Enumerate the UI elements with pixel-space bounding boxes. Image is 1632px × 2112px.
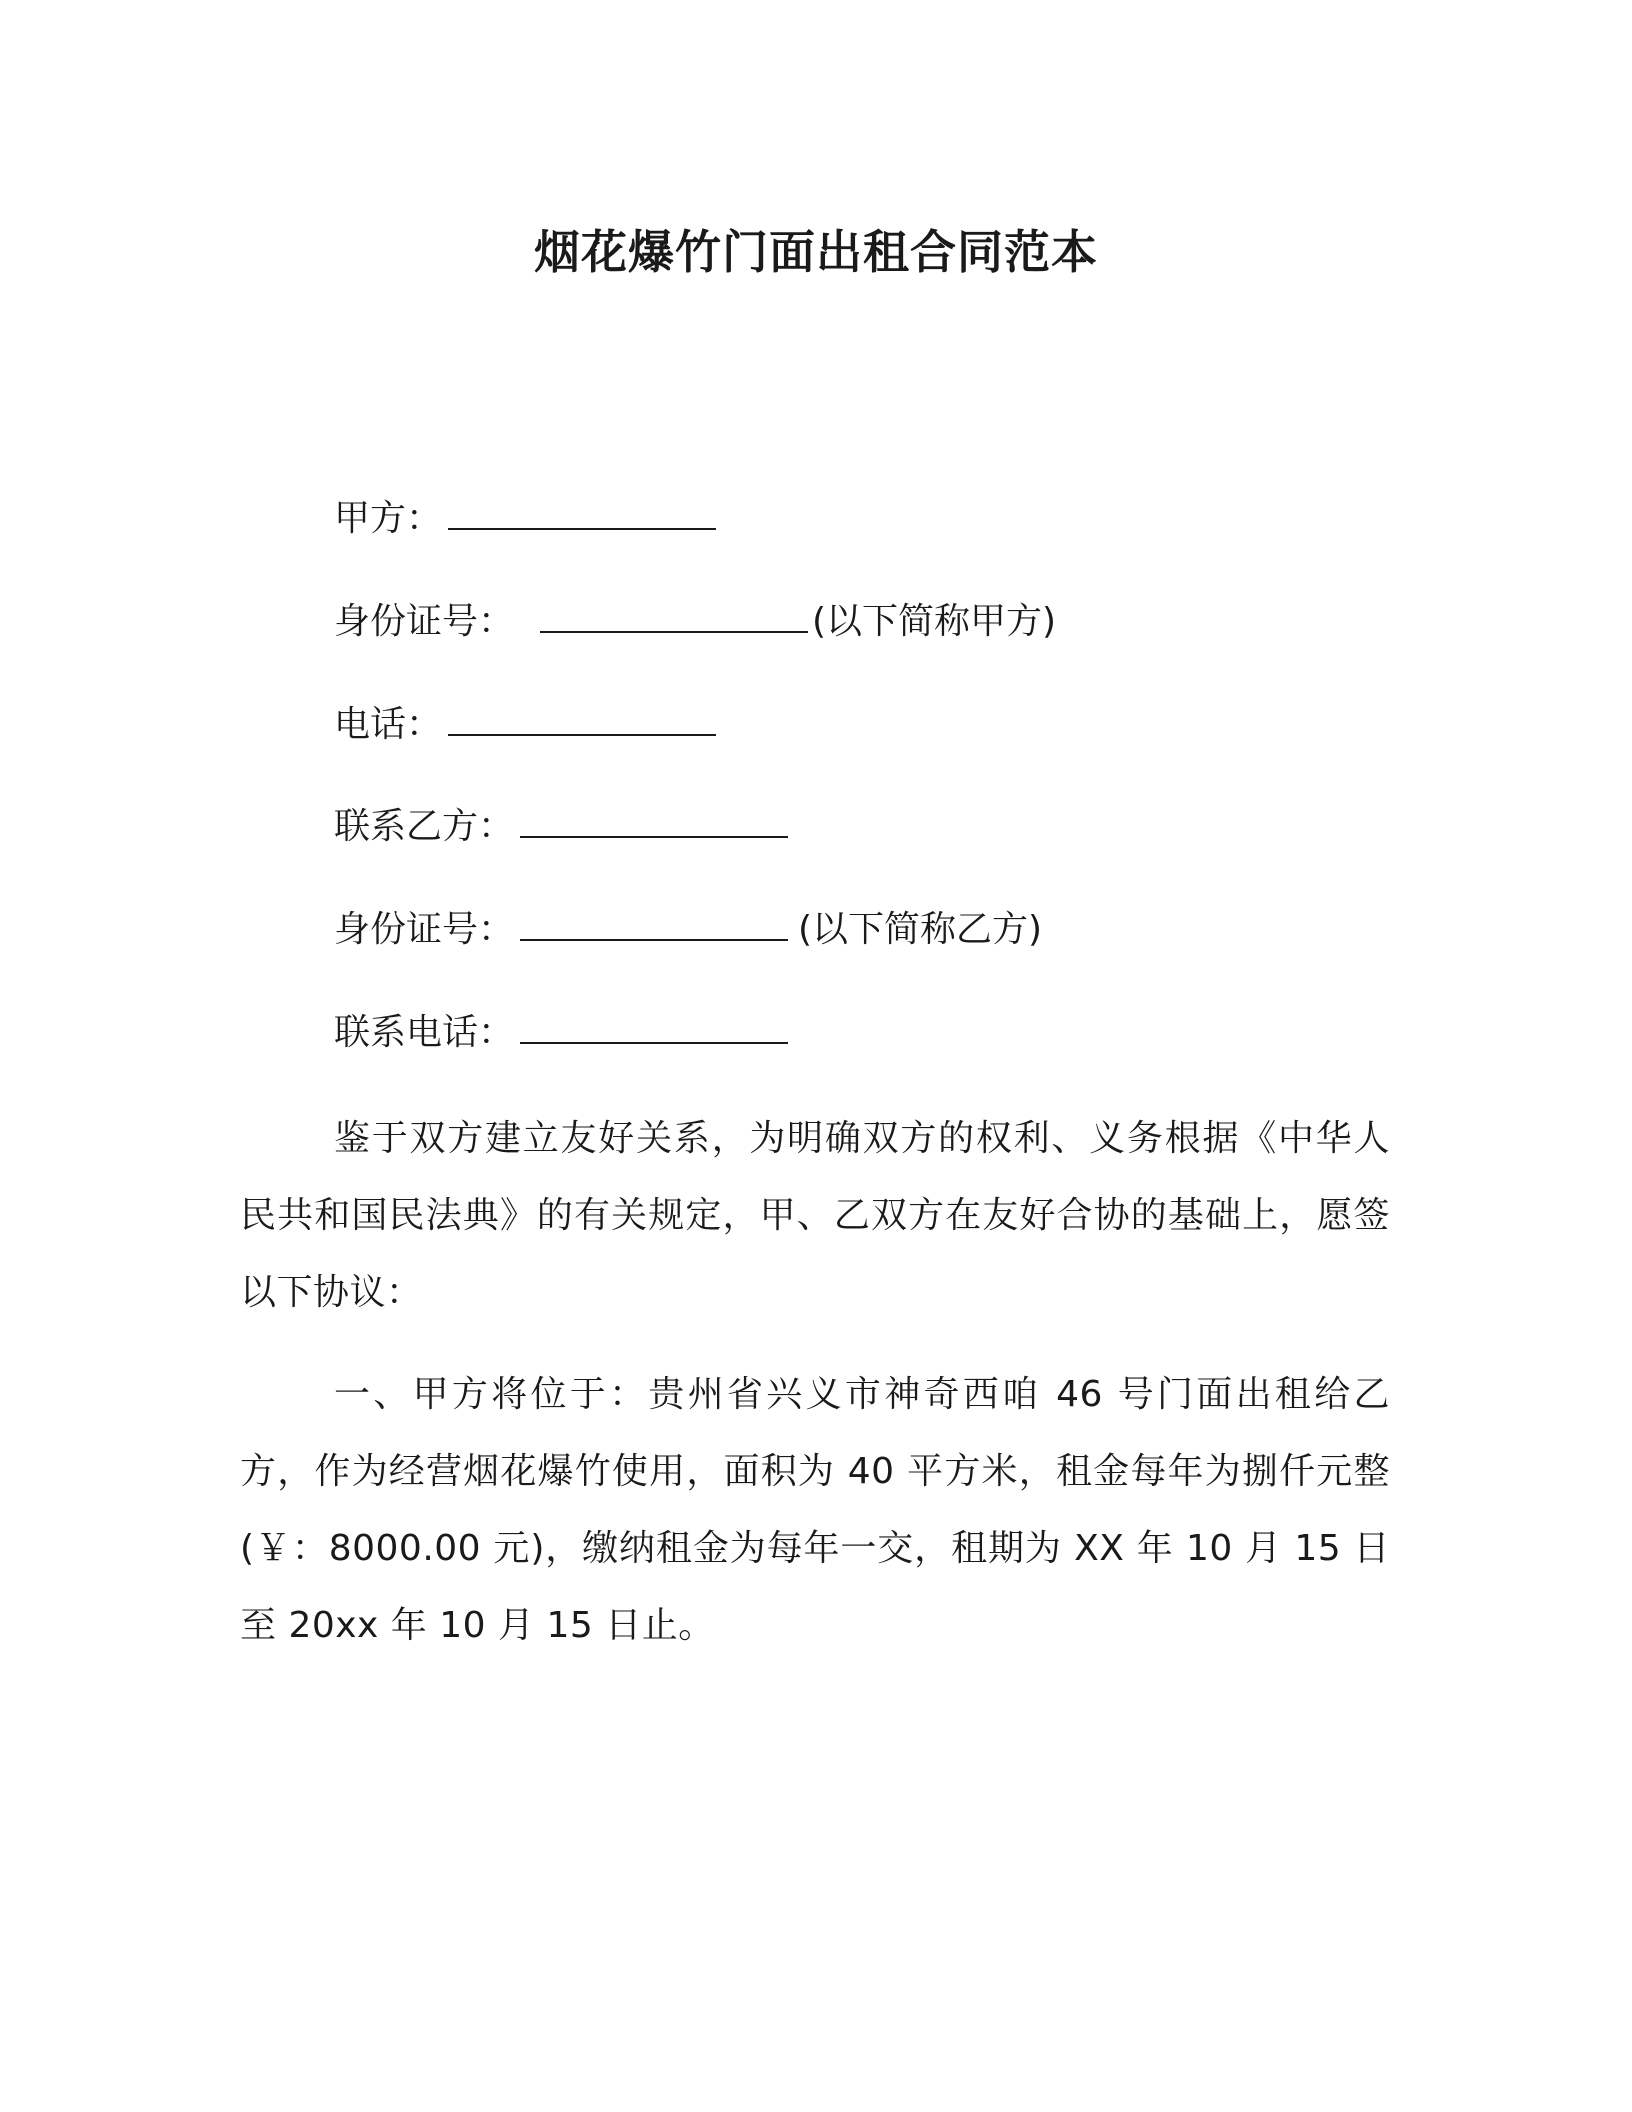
party-a-phone-blank <box>448 702 716 736</box>
preamble-paragraph: 鉴于双方建立友好关系，为明确双方的权利、义务根据《中华人民共和国民法典》的有关规定，甲、乙双方在友好合协的基础上，愿签以下协议： <box>240 1118 1390 1313</box>
party-b-phone-label: 联系电话： <box>334 1012 515 1053</box>
party-a-phone-label: 电话： <box>334 704 443 745</box>
party-a-blank <box>448 496 716 530</box>
party-a-phone-field <box>334 700 716 750</box>
party-a-id-suffix: (以下简称甲方) <box>812 601 1057 642</box>
party-b-phone-blank <box>520 1010 788 1044</box>
party-a-id-blank <box>540 599 808 633</box>
party-a-id-field <box>334 597 1056 647</box>
party-b-id-blank <box>520 907 788 941</box>
party-b-id-field <box>334 905 1042 955</box>
party-b-label: 联系乙方： <box>334 806 515 847</box>
party-a-label: 甲方： <box>334 498 443 539</box>
party-b-id-suffix: (以下简称乙方) <box>798 909 1043 950</box>
party-a-field <box>334 494 716 544</box>
party-b-blank <box>520 804 788 838</box>
party-b-phone-field <box>334 1008 788 1058</box>
party-b-field <box>334 802 788 852</box>
clause-1-paragraph: 一、甲方将位于：贵州省兴义市神奇西咱 46 号门面出租给乙方，作为经营烟花爆竹使用，面积为 40 平方米，租金每年为捌仟元整(￥：8000.00 元)，缴纳租金为每年一交，租期为 XX 年 10 月 15 日至 20xx 年 10 月 15 日止。 <box>240 1374 1390 1646</box>
party-a-id-label: 身份证号： <box>334 601 515 642</box>
document-title: 烟花爆竹门面出租合同范本 <box>534 225 1098 279</box>
party-b-id-label: 身份证号： <box>334 909 515 950</box>
